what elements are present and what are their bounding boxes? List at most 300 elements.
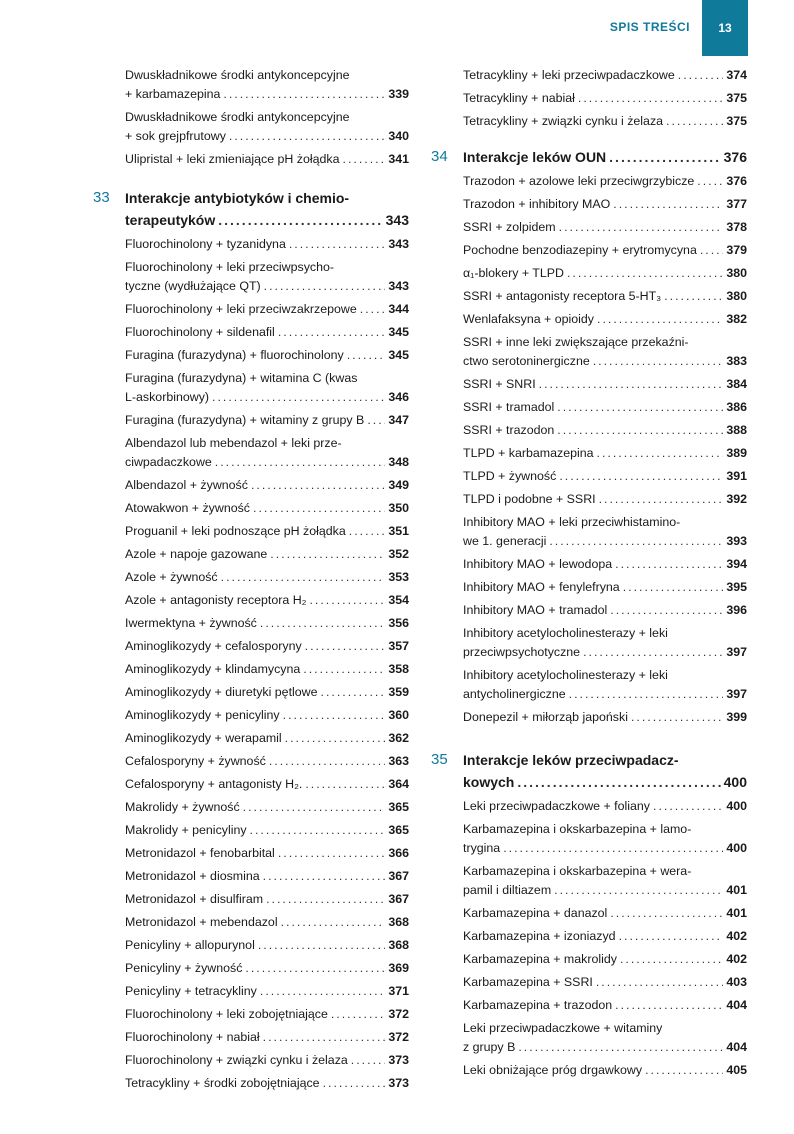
toc-entry[interactable] (463, 239, 747, 262)
entry-text: Leki przeciwpadaczkowe + foliany (463, 799, 650, 813)
page-number: 402 (726, 952, 747, 966)
page-number: 362 (388, 731, 409, 745)
page-number: 378 (726, 220, 747, 234)
page-number: 400 (723, 774, 747, 790)
chapter-title-line: Interakcje leków przeciwpadacz- (463, 752, 679, 768)
page-number: 368 (388, 915, 409, 929)
entry-row (463, 881, 747, 900)
toc-entry[interactable] (463, 331, 747, 373)
toc-entry[interactable] (125, 727, 409, 750)
page-number: 359 (388, 685, 409, 699)
dot-leader (700, 239, 723, 262)
page-number: 397 (726, 645, 747, 659)
entry-text-line: Furagina (furazydyna) + witamina C (kwas (125, 371, 358, 385)
entry-text: Aminoglikozydy + cefalosporyny (125, 639, 302, 653)
entry-text: + sok grejpfrutowy (125, 129, 226, 143)
entry-row (463, 576, 747, 599)
toc-entry[interactable] (125, 750, 409, 773)
toc-entry[interactable] (125, 64, 409, 106)
page-number: 372 (388, 1030, 409, 1044)
entry-text: ctwo serotoninergiczne (463, 354, 590, 368)
toc-entry[interactable] (463, 465, 747, 488)
dot-leader (615, 994, 723, 1017)
dot-leader (620, 948, 723, 971)
toc-entry[interactable] (463, 396, 747, 419)
toc-entry[interactable] (463, 948, 747, 971)
entry-row (463, 87, 747, 110)
chapter-heading[interactable] (431, 749, 747, 793)
entry-row (463, 925, 747, 948)
page-number: 401 (726, 883, 747, 897)
entry-text: Penicyliny + żywność (125, 961, 243, 975)
entry-text: + karbamazepina (125, 87, 221, 101)
entry-row (463, 994, 747, 1017)
dot-leader (623, 576, 724, 599)
entry-text-line: Albendazol lub mebendazol + leki prze- (125, 436, 342, 450)
entry-row (463, 262, 747, 285)
dot-leader (309, 589, 385, 612)
entry-row (463, 643, 747, 662)
entry-text: Inhibitory MAO + lewodopa (463, 557, 613, 571)
entry-row (125, 819, 409, 842)
toc-entry[interactable] (125, 635, 409, 658)
entry-text: Albendazol + żywność (125, 478, 248, 492)
dot-leader (559, 465, 723, 488)
entry-row (463, 795, 747, 818)
page-number: 348 (388, 455, 409, 469)
dot-leader (215, 453, 386, 472)
page-number: 405 (726, 1063, 747, 1077)
chapter-heading[interactable] (93, 187, 409, 231)
toc-entry[interactable] (463, 622, 747, 664)
page-number: 351 (388, 524, 409, 538)
toc-entry[interactable] (463, 994, 747, 1017)
toc-entry[interactable] (463, 795, 747, 818)
page-number: 388 (726, 423, 747, 437)
entry-row (125, 277, 409, 296)
dot-leader (229, 127, 385, 146)
toc-entry[interactable] (125, 589, 409, 612)
toc-entry[interactable] (463, 706, 747, 729)
dot-leader (269, 750, 385, 773)
page-number: 366 (388, 846, 409, 860)
toc-entry[interactable] (125, 1026, 409, 1049)
dot-leader (653, 795, 723, 818)
toc-entry[interactable] (125, 658, 409, 681)
toc-entry[interactable] (463, 599, 747, 622)
dot-leader (610, 599, 723, 622)
dot-leader (283, 704, 386, 727)
entry-text: ciwpadaczkowe (125, 455, 212, 469)
entry-row (125, 321, 409, 344)
page-number: 354 (388, 593, 409, 607)
entry-text: Karbamazepina + izoniazyd (463, 929, 616, 943)
page-number: 394 (726, 557, 747, 571)
toc-entry[interactable] (463, 488, 747, 511)
toc-entry[interactable] (125, 520, 409, 543)
page-number: 352 (388, 547, 409, 561)
dot-leader (367, 409, 385, 432)
toc-entry[interactable] (125, 980, 409, 1003)
dot-leader (223, 85, 385, 104)
toc-entry[interactable] (463, 193, 747, 216)
toc-entry[interactable] (463, 285, 747, 308)
toc-entry[interactable] (125, 148, 409, 171)
entry-row (125, 681, 409, 704)
entry-text: Metronidazol + disulfiram (125, 892, 264, 906)
dot-leader (303, 658, 385, 681)
entry-row (125, 1049, 409, 1072)
page-number-badge: 13 (702, 0, 748, 56)
page-number: 350 (388, 501, 409, 515)
page-number: 340 (388, 129, 409, 143)
entry-row (463, 685, 747, 704)
entry-text-line: Karbamazepina i okskarbazepina + wera- (463, 864, 692, 878)
toc-entry[interactable] (463, 64, 747, 87)
entry-row (125, 842, 409, 865)
dot-leader (321, 681, 386, 704)
page-number: 345 (388, 348, 409, 362)
page-number: 404 (726, 1040, 747, 1054)
entry-text: Iwermektyna + żywność (125, 616, 257, 630)
entry-row (463, 706, 747, 729)
dot-leader (539, 373, 724, 396)
dot-leader (619, 925, 724, 948)
toc-entry[interactable] (125, 911, 409, 934)
entry-row (125, 474, 409, 497)
dot-leader (278, 842, 385, 865)
dot-leader (664, 285, 723, 308)
dot-leader (245, 957, 385, 980)
toc-entry[interactable] (125, 497, 409, 520)
dot-leader (599, 488, 724, 511)
toc-entry[interactable] (463, 110, 747, 133)
entry-text: pamil i diltiazem (463, 883, 552, 897)
toc-entry[interactable] (125, 367, 409, 409)
entry-row (463, 902, 747, 925)
page-number: 396 (726, 603, 747, 617)
entry-row (125, 497, 409, 520)
toc-entry[interactable] (125, 409, 409, 432)
entry-row (463, 442, 747, 465)
toc-entry[interactable] (463, 925, 747, 948)
dot-leader (554, 881, 723, 900)
page-number: 360 (388, 708, 409, 722)
toc-entry[interactable] (125, 298, 409, 321)
dot-leader (518, 1038, 723, 1057)
entry-text: L-askorbinowy) (125, 390, 210, 404)
page-number: 343 (388, 279, 409, 293)
entry-row (463, 373, 747, 396)
toc-entry[interactable] (125, 543, 409, 566)
dot-leader (260, 980, 385, 1003)
entry-text: SSRI + trazodon (463, 423, 555, 437)
toc-entry[interactable] (125, 256, 409, 298)
entry-row (463, 419, 747, 442)
page-number: 346 (388, 390, 409, 404)
page-number: 343 (385, 212, 409, 228)
toc-entry[interactable] (125, 796, 409, 819)
entry-row (463, 216, 747, 239)
toc-group (463, 64, 747, 133)
toc-entry[interactable] (125, 681, 409, 704)
page-number: 383 (726, 354, 747, 368)
entry-text: Cefalosporyny + żywność (125, 754, 266, 768)
page-number: 404 (726, 998, 747, 1012)
entry-text: α₁-blokery + TLPD (463, 266, 564, 280)
entry-text: Pochodne benzodiazepiny + erytromycyna (463, 243, 697, 257)
entry-row (125, 1003, 409, 1026)
entry-text: Metronidazol + diosmina (125, 869, 260, 883)
entry-text: Metronidazol + mebendazol (125, 915, 278, 929)
entry-row (125, 980, 409, 1003)
toc-column-right (431, 64, 747, 1082)
entry-text: Aminoglikozydy + werapamil (125, 731, 282, 745)
entry-row (125, 127, 409, 146)
entry-text: Wenlafaksyna + opioidy (463, 312, 594, 326)
entry-row (125, 934, 409, 957)
page-number: 401 (726, 906, 747, 920)
dot-leader (253, 497, 385, 520)
running-header-title: SPIS TREŚCI (609, 20, 690, 34)
entry-row (463, 599, 747, 622)
dot-leader (251, 474, 385, 497)
page-number: 367 (388, 869, 409, 883)
page-number: 376 (726, 174, 747, 188)
page-number: 372 (388, 1007, 409, 1021)
toc-entry[interactable] (463, 818, 747, 860)
entry-row (125, 957, 409, 980)
entry-text: SSRI + zolpidem (463, 220, 556, 234)
dot-leader (258, 934, 385, 957)
page-number: 364 (388, 777, 409, 791)
entry-text: TLPD + karbamazepina (463, 446, 594, 460)
toc-entry[interactable] (463, 216, 747, 239)
entry-row (125, 612, 409, 635)
dot-leader (593, 352, 724, 371)
entry-text: Leki obniżające próg drgawkowy (463, 1063, 643, 1077)
toc-entry[interactable] (125, 106, 409, 148)
toc-entry[interactable] (463, 971, 747, 994)
entry-text: Karbamazepina + makrolidy (463, 952, 617, 966)
entry-row (125, 773, 409, 796)
entry-row (125, 388, 409, 407)
entry-text: przeciwpsychotyczne (463, 645, 581, 659)
entry-text: SSRI + tramadol (463, 400, 555, 414)
entry-row (125, 566, 409, 589)
entry-row (463, 971, 747, 994)
entry-text: Karbamazepina + trazodon (463, 998, 613, 1012)
toc-entry[interactable] (125, 1049, 409, 1072)
chapter-title-row (125, 209, 409, 231)
entry-text: Fluorochinolony + leki przeciwzakrzepowe (125, 302, 357, 316)
entry-row (125, 888, 409, 911)
entry-text-line: Inhibitory MAO + leki przeciwhistamino- (463, 515, 681, 529)
toc-entry[interactable] (463, 902, 747, 925)
dot-leader (697, 170, 723, 193)
entry-text: Aminoglikozydy + diuretyki pętlowe (125, 685, 318, 699)
page-number: 349 (388, 478, 409, 492)
page-number: 345 (388, 325, 409, 339)
toc-entry[interactable] (463, 87, 747, 110)
chapter-title-line: Interakcje antybiotyków i chemio- (125, 190, 350, 206)
toc-entry[interactable] (125, 773, 409, 796)
entry-text: Fluorochinolony + związki cynku i żelaza (125, 1053, 348, 1067)
dot-leader (557, 419, 723, 442)
toc-group (463, 170, 747, 729)
page-number: 376 (723, 149, 747, 165)
toc-entry[interactable] (125, 934, 409, 957)
entry-row (125, 911, 409, 934)
dot-leader (567, 262, 723, 285)
toc-entry[interactable] (125, 432, 409, 474)
dot-leader (305, 635, 386, 658)
toc-entry[interactable] (463, 419, 747, 442)
entry-text: Donepezil + miłorząb japoński (463, 710, 628, 724)
toc-entry[interactable] (125, 888, 409, 911)
dot-leader (549, 532, 723, 551)
entry-row (463, 239, 747, 262)
toc-entry[interactable] (463, 442, 747, 465)
entry-row (125, 704, 409, 727)
dot-leader (323, 1072, 386, 1095)
entry-text-line: Inhibitory acetylocholinesterazy + leki (463, 626, 668, 640)
dot-leader (583, 643, 723, 662)
page-number: 397 (726, 687, 747, 701)
entry-row (463, 396, 747, 419)
entry-row (125, 1026, 409, 1049)
page-number: 368 (388, 938, 409, 952)
toc-entry[interactable] (125, 1072, 409, 1095)
entry-row (463, 308, 747, 331)
entry-text: Makrolidy + żywność (125, 800, 240, 814)
entry-text: Azole + antagonisty receptora H₂ (125, 593, 307, 607)
dot-leader (218, 209, 382, 231)
dot-leader (631, 706, 723, 729)
entry-text: Penicyliny + tetracykliny (125, 984, 257, 998)
toc-entry[interactable] (125, 233, 409, 256)
chapter-heading[interactable] (431, 146, 747, 168)
toc-entry[interactable] (125, 865, 409, 888)
toc-entry[interactable] (125, 612, 409, 635)
dot-leader (645, 1059, 723, 1082)
toc-entry[interactable] (125, 957, 409, 980)
toc-entry[interactable] (463, 170, 747, 193)
page-number: 393 (726, 534, 747, 548)
page-number: 365 (388, 800, 409, 814)
dot-leader (609, 146, 720, 168)
page-number: 384 (726, 377, 747, 391)
chapter-title-row (463, 146, 747, 168)
toc-entry[interactable] (125, 566, 409, 589)
entry-row (463, 170, 747, 193)
toc-entry[interactable] (125, 344, 409, 367)
toc-entry[interactable] (125, 1003, 409, 1026)
dot-leader (503, 839, 723, 858)
page-number: 400 (726, 841, 747, 855)
entry-text: SSRI + antagonisty receptora 5-HT₃ (463, 289, 662, 303)
dot-leader (666, 110, 723, 133)
dot-leader (343, 148, 386, 171)
dot-leader (360, 298, 386, 321)
dot-leader (263, 865, 386, 888)
toc-entry[interactable] (463, 373, 747, 396)
dot-leader (212, 388, 385, 407)
dot-leader (266, 888, 385, 911)
entry-text: Furagina (furazydyna) + fluorochinolony (125, 348, 344, 362)
entry-text: Karbamazepina + SSRI (463, 975, 593, 989)
toc-entry[interactable] (125, 819, 409, 842)
dot-leader (557, 396, 723, 419)
page-number: 371 (388, 984, 409, 998)
toc-entry[interactable] (463, 262, 747, 285)
toc-entry[interactable] (463, 1059, 747, 1082)
dot-leader (331, 1003, 385, 1026)
toc-entry[interactable] (125, 321, 409, 344)
toc-entry[interactable] (463, 664, 747, 706)
entry-row (463, 532, 747, 551)
dot-leader (347, 344, 386, 367)
entry-text: tyczne (wydłużające QT) (125, 279, 261, 293)
page-number: 367 (388, 892, 409, 906)
entry-text: Inhibitory MAO + tramadol (463, 603, 608, 617)
entry-text: Tetracykliny + środki zobojętniające (125, 1076, 320, 1090)
entry-text: Tetracykliny + leki przeciwpadaczkowe (463, 68, 675, 82)
entry-text: Fluorochinolony + leki zobojętniające (125, 1007, 328, 1021)
page-number: 382 (726, 312, 747, 326)
toc-entry[interactable] (125, 704, 409, 727)
entry-text-line: Dwuskładnikowe środki antykoncepcyjne (125, 68, 350, 82)
dot-leader (270, 543, 385, 566)
entry-row (125, 750, 409, 773)
entry-row (125, 635, 409, 658)
entry-row (125, 148, 409, 171)
entry-text-line: SSRI + inne leki zwiększające przekaźni- (463, 335, 689, 349)
toc-entry[interactable] (463, 511, 747, 553)
chapter-number: 33 (93, 189, 110, 206)
toc-group (463, 795, 747, 1082)
toc-entry[interactable] (463, 576, 747, 599)
page-number: 358 (388, 662, 409, 676)
toc-entry[interactable] (463, 308, 747, 331)
toc-entry[interactable] (463, 553, 747, 576)
page-number: 386 (726, 400, 747, 414)
page-number: 341 (388, 152, 409, 166)
entry-text: Fluorochinolony + nabiał (125, 1030, 260, 1044)
page-number: 402 (726, 929, 747, 943)
page-number: 369 (388, 961, 409, 975)
page-number: 403 (726, 975, 747, 989)
entry-text: Penicyliny + allopurynol (125, 938, 255, 952)
toc-entry[interactable] (463, 1017, 747, 1059)
page-number: 373 (388, 1053, 409, 1067)
page-number: 380 (726, 266, 747, 280)
page-number: 343 (388, 237, 409, 251)
toc-entry[interactable] (463, 860, 747, 902)
entry-row (463, 352, 747, 371)
entry-text: Furagina (furazydyna) + witaminy z grupy B (125, 413, 365, 427)
page-number: 375 (726, 114, 747, 128)
dot-leader (517, 771, 720, 793)
toc-entry[interactable] (125, 474, 409, 497)
entry-row (125, 1072, 409, 1095)
entry-text: Ulipristal + leki zmieniające pH żołądka (125, 152, 340, 166)
toc-entry[interactable] (125, 842, 409, 865)
chapter-title: terapeutyków (125, 212, 216, 228)
dot-leader (349, 520, 386, 543)
entry-row (125, 344, 409, 367)
page-number: 363 (388, 754, 409, 768)
